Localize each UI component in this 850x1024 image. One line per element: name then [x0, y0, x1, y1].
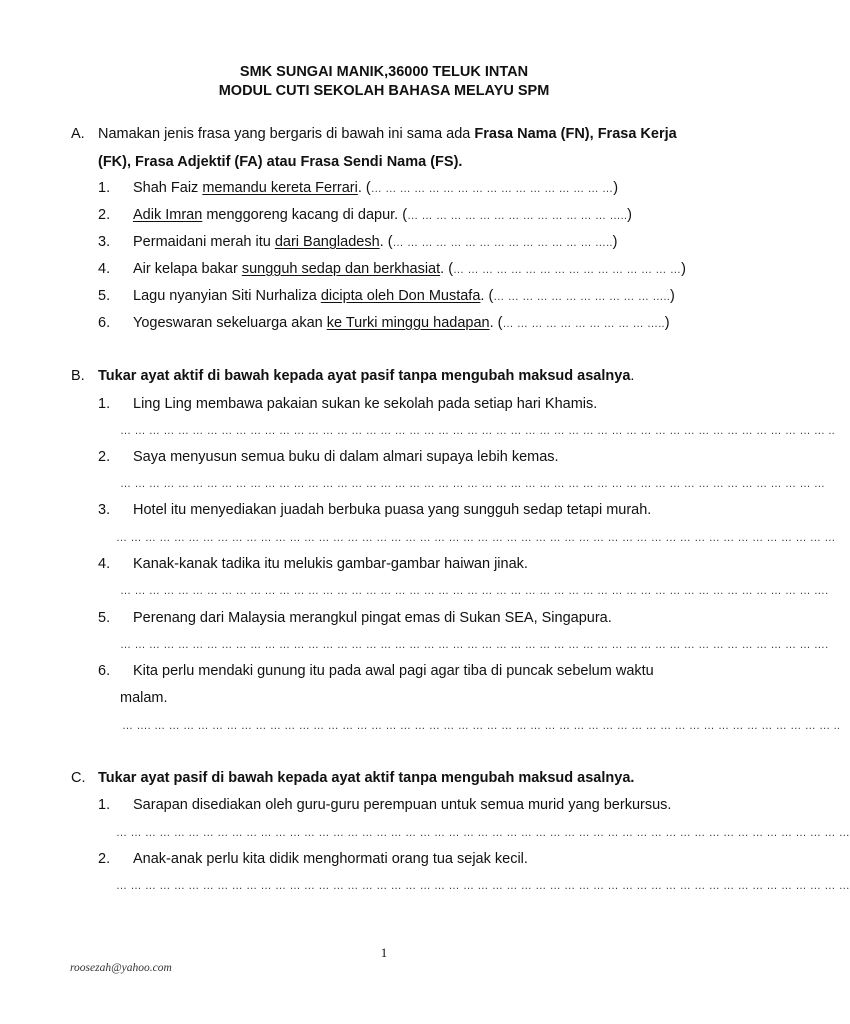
item-number: 2. — [98, 851, 111, 867]
list-item: Hotel itu menyediakan juadah berbuka puasa yang sungguh sedap tetapi murah. — [133, 502, 652, 518]
page-number: 1 — [380, 945, 388, 960]
instruction-bold-text: Frasa Nama (FN), Frasa Kerja — [474, 126, 677, 142]
item-text: . ( — [379, 234, 393, 250]
list-item: Ling Ling membawa pakaian sukan ke sekolah pada setiap hari Khamis. — [133, 396, 598, 412]
answer-blank[interactable]: … … … … … … … … … … … ….. — [493, 291, 671, 303]
document-subtitle: MODUL CUTI SEKOLAH BAHASA MELAYU SPM — [218, 83, 550, 99]
item-text: . ( — [357, 180, 371, 196]
answer-blank[interactable]: … … … … … … … … … … … … … … ….. — [407, 210, 628, 222]
section-letter: C. — [71, 770, 86, 786]
underlined-phrase: dari Bangladesh — [274, 234, 380, 250]
section-letter: A. — [71, 126, 85, 142]
section-instruction — [98, 126, 698, 142]
document-title: SMK SUNGAI MANIK,36000 TELUK INTAN — [239, 64, 529, 80]
item-text: Air kelapa bakar — [133, 261, 242, 277]
item-text: ) — [681, 261, 686, 277]
instruction-text: . — [630, 368, 635, 384]
item-number: 1. — [98, 396, 111, 412]
item-text: . ( — [480, 288, 494, 304]
answer-blank[interactable]: … … … … … … … … … … … … … … ….. — [392, 237, 613, 249]
section-instruction — [98, 770, 698, 786]
answer-line[interactable]: … … … … … … … … … … … … … … … … … … … … … … … … … … … … … … … … … … … … … … … … … … … … … … … … …. — [120, 639, 829, 651]
item-text: Permaidani merah itu — [133, 234, 275, 250]
answer-line[interactable]: … … … … … … … … … … … … … … … … … … … … … … … … … … … … … … … … … … … … … … … … … … … … … … … … … … … — [116, 880, 850, 892]
item-text: Yogeswaran sekeluarga akan — [133, 315, 327, 331]
item-text: . ( — [440, 261, 454, 277]
item-number: 6. — [98, 663, 111, 679]
answer-line[interactable]: … … … … … … … … … … … … … … … … … … … … … … … … … … … … … … … … … … … … … … … … … … … … … … … … … — [120, 478, 826, 490]
item-number: 4. — [98, 261, 111, 277]
item-number: 3. — [98, 502, 111, 518]
answer-blank[interactable]: … … … … … … … … … … ….. — [502, 318, 665, 330]
item-number: 6. — [98, 315, 111, 331]
list-item: Perenang dari Malaysia merangkul pingat emas di Sukan SEA, Singapura. — [133, 610, 612, 626]
list-item — [133, 288, 675, 304]
instruction-bold-text: (FK), Frasa Adjektif (FA) atau Frasa Sendi Nama (FS). — [98, 154, 463, 170]
underlined-phrase: Adik Imran — [133, 207, 203, 223]
instruction-text: Namakan jenis frasa yang bergaris di bawah ini sama ada — [98, 126, 475, 142]
item-text: ) — [612, 234, 618, 250]
item-text: menggoreng kacang di dapur. ( — [202, 207, 408, 223]
item-number: 4. — [98, 556, 111, 572]
item-number: 5. — [98, 610, 111, 626]
item-text: ) — [613, 180, 619, 196]
item-text: ) — [664, 315, 670, 331]
section-instruction-cont — [98, 154, 698, 170]
list-item: Sarapan disediakan oleh guru-guru perempuan untuk semua murid yang berkursus. — [133, 797, 672, 813]
item-text: Lagu nyanyian Siti Nurhaliza — [133, 288, 321, 304]
item-text: Shah Faiz — [133, 180, 203, 196]
item-number: 1. — [98, 797, 111, 813]
list-item: Kita perlu mendaki gunung itu pada awal pagi agar tiba di puncak sebelum waktu — [133, 663, 654, 679]
list-item: Anak-anak perlu kita didik menghormati orang tua sejak kecil. — [133, 851, 528, 867]
item-text: ) — [627, 207, 633, 223]
item-number: 3. — [98, 234, 111, 250]
list-item — [133, 207, 632, 223]
underlined-phrase: dicipta oleh Don Mustafa — [320, 288, 481, 304]
list-item — [133, 180, 618, 196]
instruction-bold-text: Tukar ayat pasif di bawah kepada ayat aktif tanpa mengubah maksud asalnya. — [98, 770, 635, 786]
underlined-phrase: ke Turki minggu hadapan — [326, 315, 490, 331]
list-item — [133, 315, 670, 331]
footer-email: roosezah@yahoo.com — [70, 962, 172, 974]
answer-blank[interactable]: … … … … … … … … … … … … … … … … — [453, 264, 682, 276]
list-item: Kanak-kanak tadika itu melukis gambar-gambar haiwan jinak. — [133, 556, 528, 572]
answer-line[interactable]: … … … … … … … … … … … … … … … … … … … … … … … … … … … … … … … … … … … … … … … … … … … … … … … … …. — [120, 585, 829, 597]
list-item-continuation: malam. — [120, 690, 168, 706]
answer-line[interactable]: … … … … … … … … … … … … … … … … … … … … … … … … … … … … … … … … … … … … … … … … … … … … … … … … … … … — [116, 827, 850, 839]
answer-line[interactable]: … … … … … … … … … … … … … … … … … … … … … … … … … … … … … … … … … … … … … … … … … … … … … … … … … … — [116, 532, 836, 544]
item-number: 2. — [98, 449, 111, 465]
answer-line[interactable]: … …. … … … … … … … … … … … … … … … … … … … … … … … … … … … … … … … … … … … … … … … … … … … … … … … .. — [122, 720, 841, 732]
item-number: 5. — [98, 288, 111, 304]
list-item — [133, 234, 618, 250]
item-number: 2. — [98, 207, 111, 223]
section-instruction — [98, 368, 698, 384]
underlined-phrase: sungguh sedap dan berkhasiat — [241, 261, 441, 277]
answer-line[interactable]: … … … … … … … … … … … … … … … … … … … … … … … … … … … … … … … … … … … … … … … … … … … … … … … … … .. — [120, 425, 835, 437]
answer-blank[interactable]: … … … … … … … … … … … … … … … … … — [370, 183, 614, 195]
underlined-phrase: memandu kereta Ferrari — [202, 180, 358, 196]
instruction-bold-text: Tukar ayat aktif di bawah kepada ayat pasif tanpa mengubah maksud asalnya — [98, 368, 631, 384]
section-letter: B. — [71, 368, 85, 384]
item-text: . ( — [489, 315, 503, 331]
item-number: 1. — [98, 180, 111, 196]
list-item: Saya menyusun semua buku di dalam almari supaya lebih kemas. — [133, 449, 559, 465]
list-item — [133, 261, 686, 277]
item-text: ) — [670, 288, 675, 304]
